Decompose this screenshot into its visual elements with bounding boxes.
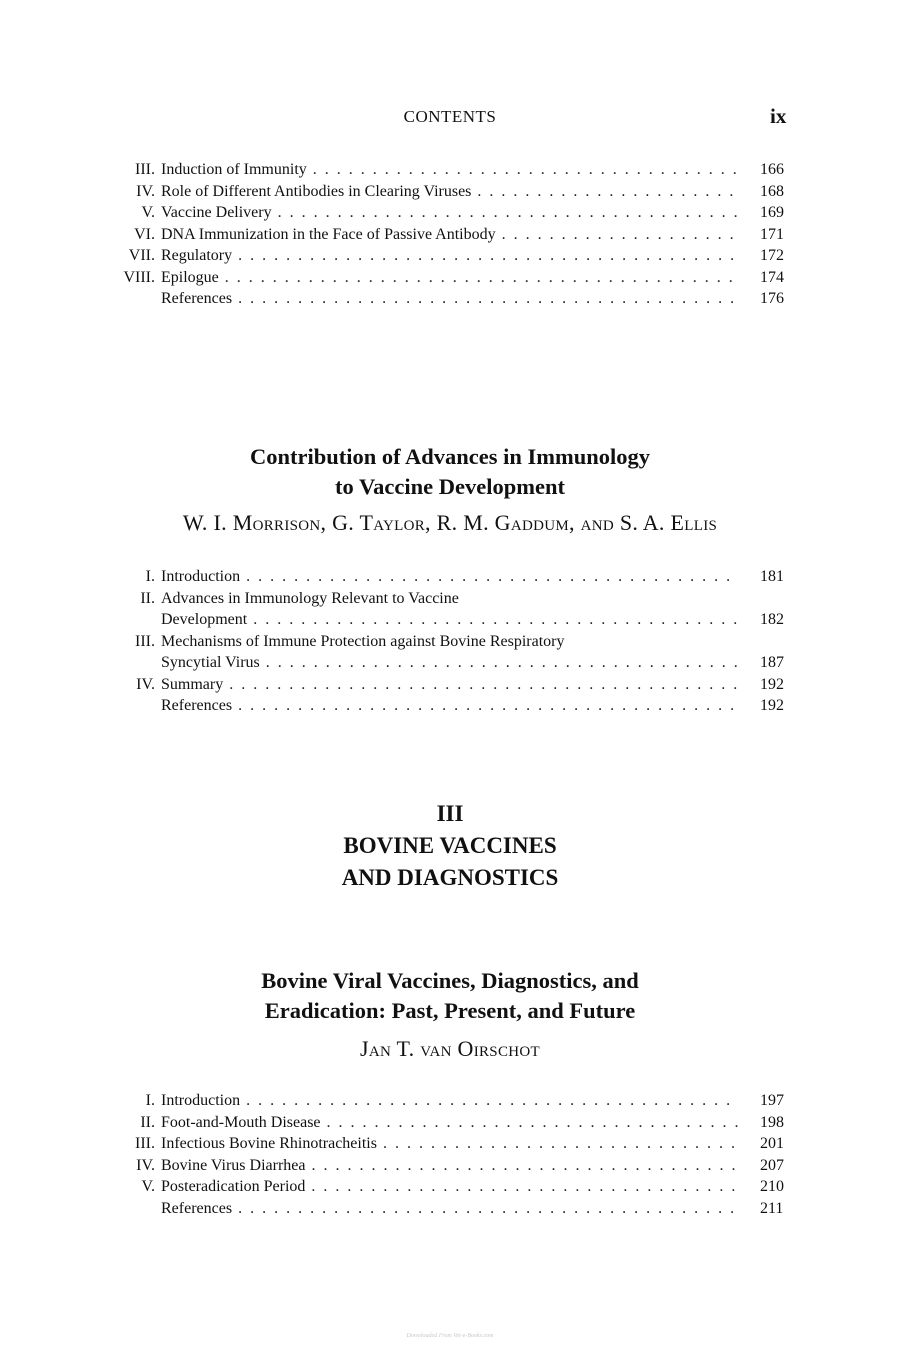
entry-number: VIII. bbox=[123, 268, 155, 286]
toc-entry[interactable] bbox=[0, 674, 900, 696]
entry-title: Mechanisms of Immune Protection against Bovine Respiratory bbox=[161, 632, 565, 650]
leader-dots bbox=[246, 566, 738, 588]
chapter-title-line: Contribution of Advances in Immunology bbox=[249, 444, 651, 469]
entry-title: References bbox=[161, 1199, 233, 1217]
entry-number: IV. bbox=[136, 1156, 155, 1174]
entry-title: Development bbox=[161, 611, 248, 628]
toc-entry[interactable] bbox=[0, 631, 900, 653]
leader-dots bbox=[477, 181, 738, 203]
entry-number: V. bbox=[141, 1178, 155, 1195]
entry-title: Syncytial Virus bbox=[161, 654, 260, 671]
entry-number: I. bbox=[145, 568, 155, 585]
toc-entry-continuation[interactable] bbox=[0, 609, 900, 631]
toc-entry[interactable] bbox=[0, 202, 900, 224]
entry-title: Epilogue bbox=[161, 268, 219, 286]
leader-dots bbox=[246, 1090, 738, 1112]
toc-entry[interactable] bbox=[0, 1198, 900, 1220]
entry-title: Introduction bbox=[161, 1092, 241, 1109]
leader-dots bbox=[383, 1133, 738, 1155]
part-numeral: III bbox=[436, 801, 464, 826]
entry-number: II. bbox=[140, 589, 155, 607]
entry-page: 197 bbox=[760, 1092, 784, 1109]
entry-page: 198 bbox=[760, 1113, 784, 1131]
entry-number: III. bbox=[135, 161, 155, 178]
toc-entry[interactable] bbox=[0, 267, 900, 289]
toc-entry[interactable] bbox=[0, 588, 900, 610]
toc-section-3 bbox=[0, 1090, 900, 1219]
entry-title: Induction of Immunity bbox=[161, 161, 307, 178]
part-title-line: AND DIAGNOSTICS bbox=[341, 865, 559, 890]
entry-title: References bbox=[161, 697, 233, 714]
toc-entry[interactable] bbox=[0, 695, 900, 717]
chapter-authors: Jan T. van Oirschot bbox=[360, 1036, 540, 1061]
entry-page: 211 bbox=[760, 1199, 784, 1217]
entry-number: IV. bbox=[136, 182, 155, 200]
entry-page: 172 bbox=[760, 247, 784, 264]
entry-page: 169 bbox=[760, 204, 784, 221]
entry-title: Vaccine Delivery bbox=[161, 204, 272, 221]
entry-page: 171 bbox=[760, 225, 784, 243]
toc-entry[interactable] bbox=[0, 288, 900, 310]
entry-title: Foot-and-Mouth Disease bbox=[161, 1113, 321, 1131]
entry-page: 201 bbox=[760, 1135, 784, 1152]
toc-section-2 bbox=[0, 566, 900, 717]
chapter-title-line: to Vaccine Development bbox=[335, 474, 565, 499]
page-number: ix bbox=[770, 104, 787, 128]
entry-page: 187 bbox=[760, 654, 784, 671]
entry-title: Summary bbox=[161, 675, 224, 693]
entry-title: Bovine Virus Diarrhea bbox=[161, 1156, 306, 1174]
leader-dots bbox=[311, 1155, 738, 1177]
entry-page: 192 bbox=[760, 697, 784, 714]
toc-section-1 bbox=[0, 159, 900, 310]
entry-title: Advances in Immunology Relevant to Vaccine bbox=[161, 589, 459, 607]
entry-page: 210 bbox=[760, 1178, 784, 1195]
entry-page: 174 bbox=[760, 268, 784, 286]
entry-number: III. bbox=[135, 1135, 155, 1152]
entry-page: 182 bbox=[760, 611, 784, 628]
leader-dots bbox=[225, 267, 738, 289]
entry-number: I. bbox=[145, 1092, 155, 1109]
toc-entry[interactable] bbox=[0, 566, 900, 588]
leader-dots bbox=[311, 1176, 738, 1198]
part-title-line: BOVINE VACCINES bbox=[343, 833, 557, 858]
toc-entry[interactable] bbox=[0, 181, 900, 203]
entry-title: References bbox=[161, 290, 233, 307]
toc-entry[interactable] bbox=[0, 159, 900, 181]
entry-title: Posteradication Period bbox=[161, 1178, 306, 1195]
entry-page: 176 bbox=[760, 290, 784, 307]
leader-dots bbox=[238, 245, 738, 267]
entry-number: VI. bbox=[134, 225, 155, 243]
toc-entry[interactable] bbox=[0, 224, 900, 246]
toc-entry-continuation[interactable] bbox=[0, 652, 900, 674]
entry-number: II. bbox=[140, 1113, 155, 1131]
entry-number: IV. bbox=[136, 675, 155, 693]
chapter-authors: W. I. Morrison, G. Taylor, R. M. Gaddum, and S. A. Ellis bbox=[182, 510, 718, 535]
toc-entry[interactable] bbox=[0, 1176, 900, 1198]
leader-dots bbox=[238, 288, 738, 310]
chapter-title-line: Bovine Viral Vaccines, Diagnostics, and bbox=[261, 968, 639, 993]
entry-page: 207 bbox=[760, 1156, 784, 1174]
toc-entry[interactable] bbox=[0, 1155, 900, 1177]
leader-dots bbox=[313, 159, 738, 181]
entry-number: V. bbox=[141, 204, 155, 221]
entry-page: 166 bbox=[760, 161, 784, 178]
entry-title: Infectious Bovine Rhinotracheitis bbox=[161, 1135, 377, 1152]
leader-dots bbox=[229, 674, 738, 696]
leader-dots bbox=[502, 224, 738, 246]
leader-dots bbox=[238, 1198, 738, 1220]
leader-dots bbox=[266, 652, 738, 674]
entry-title: Regulatory bbox=[161, 247, 233, 264]
entry-page: 168 bbox=[760, 182, 784, 200]
running-head: CONTENTS bbox=[403, 107, 497, 126]
toc-entry[interactable] bbox=[0, 1112, 900, 1134]
leader-dots bbox=[327, 1112, 738, 1134]
entry-number: VII. bbox=[128, 247, 155, 264]
chapter-title-line: Eradication: Past, Present, and Future bbox=[264, 998, 636, 1023]
part-heading bbox=[0, 798, 900, 894]
chapter-title[interactable] bbox=[0, 966, 900, 1026]
toc-entry[interactable] bbox=[0, 245, 900, 267]
download-watermark: Downloaded From Vet-e-Books.com bbox=[406, 1333, 494, 1339]
chapter-title[interactable] bbox=[0, 442, 900, 502]
entry-title: DNA Immunization in the Face of Passive Antibody bbox=[161, 225, 496, 243]
entry-number: III. bbox=[135, 632, 155, 650]
leader-dots bbox=[278, 202, 738, 224]
entry-title: Introduction bbox=[161, 568, 241, 585]
toc-entry[interactable] bbox=[0, 1090, 900, 1112]
entry-page: 181 bbox=[760, 568, 784, 585]
leader-dots bbox=[238, 695, 738, 717]
entry-page: 192 bbox=[760, 675, 784, 693]
leader-dots bbox=[253, 609, 738, 631]
entry-title: Role of Different Antibodies in Clearing Viruses bbox=[161, 182, 472, 200]
toc-entry[interactable] bbox=[0, 1133, 900, 1155]
